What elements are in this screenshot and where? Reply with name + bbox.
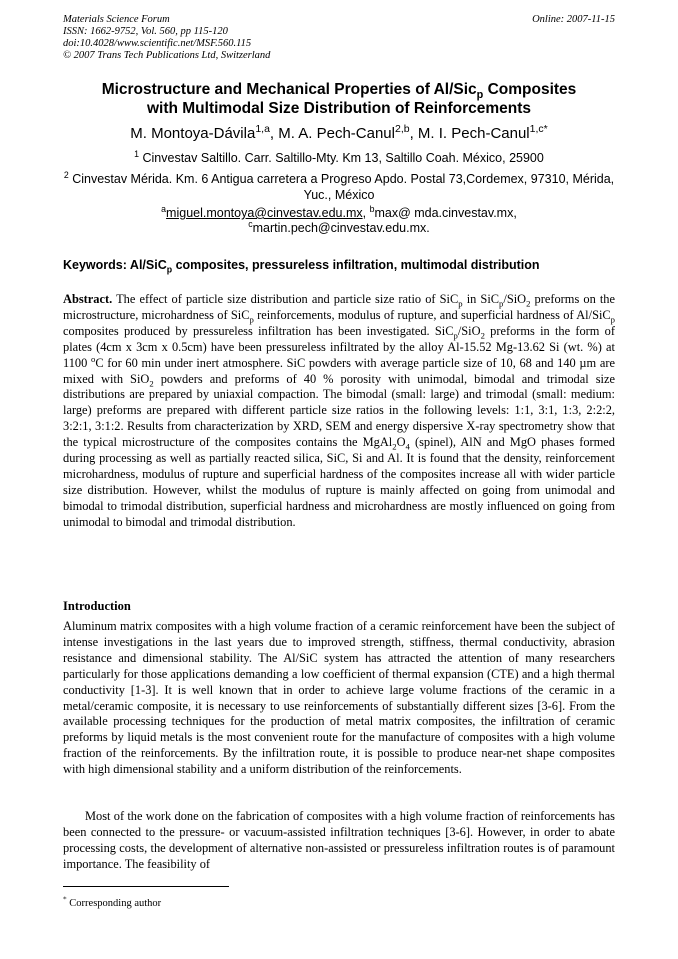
email-a-link[interactable]: miguel.montoya@cinvestav.edu.mx — [166, 206, 363, 220]
title-line1-b: Composites — [483, 81, 577, 98]
abstract-sub-10: 4 — [405, 441, 410, 452]
footnote — [63, 894, 162, 909]
abstract-sub-7: 2 — [480, 330, 485, 341]
keywords-label: Keywords: — [63, 258, 130, 272]
email-c: martin.pech@cinvestav.edu.mx. — [252, 221, 430, 235]
abstract-text-5: reinforcements, modulus of rupture, and superficial hardness of Al/SiC — [253, 307, 611, 322]
author-list — [60, 125, 618, 143]
abstract-text-12: (spinel), AlN and MgO phases formed during processing as well as partially reacted silica, SiC, Si and Al. It is found that the density, reinforcement microhardness, modulus of rupture and superficial hardness of the composites increase all with wider particle size distribution. However, whilst the modulus of rupture is mainly affected on going from unimodal and bimodal to trimodal distribution, superficial hardness and microhardness are mostly influenced on going from unimodal to bimodal and trimodal distribution. — [63, 435, 615, 529]
keyword-1-sub: p — [166, 264, 173, 275]
affiliation-2 — [60, 171, 618, 203]
email-b-sup: b — [369, 203, 375, 214]
abstract-label: Abstract. — [63, 292, 113, 306]
footnote-mark: * — [63, 894, 67, 904]
email-list — [60, 203, 618, 236]
abstract-text-11: O — [396, 435, 406, 450]
author-3-sup: 1,c* — [529, 123, 548, 135]
abstract-text-4: preforms on the microstructure, microhardness of SiC — [63, 292, 616, 322]
email-c-sup: c — [248, 218, 253, 229]
copyright-line: © 2007 Trans Tech Publications Ltd, Switzerland — [63, 50, 271, 61]
email-a-sup: a — [161, 203, 167, 214]
email-b: max@ mda.cinvestav.mx, — [374, 206, 517, 220]
abstract-text-1: The effect of particle size distribution and particle size ratio of SiC — [112, 292, 459, 306]
abstract-text-2: in SiC — [462, 292, 500, 306]
doi-line: doi:10.4028/www.scientific.net/MSF.560.115 — [63, 38, 252, 49]
keyword-1: Al/SiC — [129, 258, 167, 272]
keywords — [63, 257, 615, 273]
affiliation-2-sup: 2 — [63, 169, 69, 180]
abstract-degree: o — [91, 353, 96, 364]
paper-title — [60, 80, 618, 118]
introduction-heading: Introduction — [63, 599, 131, 613]
journal-header — [63, 14, 615, 62]
abstract-text-9: C for 60 min under inert atmosphere. SiC powders with average particle size of 10, 68 and 140 µm are mixed with SiO — [63, 355, 615, 386]
footnote-text: Corresponding author — [66, 898, 162, 909]
affiliation-1 — [60, 150, 618, 166]
introduction-paragraph-1: Aluminum matrix composites with a high volume fraction of a ceramic reinforcement have been the subject of intense investigations in the last years due to improved strength, stiffness, thermal conductivity, abrasion resistance and dimensional stability. The Al/SiC system has attracted the attention of many researchers particularly for those applications demanding a low coefficient of thermal expansion (CTE) and a high thermal conductivity [1-3]. It is well known that in order to achieve large volume fractions of the ceramic in a metal/ceramic composite, it is necessary to use reinforcements of substantially different sizes [3-6]. From the available processing techniques for the production of metal matrix composites, the infiltration of ceramic preforms by liquid metals is the most convenient route for the manufacture of composites with a high volume fraction of the reinforcements. By the infiltration route, it is possible to produce near-net shape composites with high dimensional stability and a uniform distribution of the reinforcements. — [63, 619, 615, 777]
abstract — [63, 292, 615, 531]
footnote-rule — [63, 886, 229, 887]
abstract-text-8: preforms in the form of plates (4cm x 3cm x 0.5cm) have been pressureless infiltrated by the alloy Al-15.52 Mg-13.62 Si (wt. %) at 1100 — [63, 323, 615, 370]
abstract-text-7: /SiO — [457, 323, 481, 338]
author-2-sup: 2,b — [394, 123, 410, 135]
abstract-sub-4: p — [249, 314, 254, 325]
abstract-sub-5: p — [610, 314, 615, 325]
email-sep: , — [362, 206, 370, 220]
author-2: , M. A. Pech-Canul — [269, 125, 395, 142]
abstract-text-3: /SiO — [503, 292, 527, 306]
title-line2: with Multimodal Size Distribution of Reinforcements — [146, 100, 532, 117]
abstract-text-10: powders and preforms of 40 % porosity with unimodal, bimodal and trimodal size distributions are prepared by uniaxial compaction. The bimodal (small: large) and trimodal (small: medium: large) preforms are prepared with different particle size ratios in the following levels: 1:1, 3:1, 1:3, 2:2:2, 3:2:1, 3:1:2. Results from characterization by XRD, SEM and energy dispersive X-ray spectrometry show that the typical microstructure of the composites contains the MgAl — [63, 371, 615, 450]
abstract-sub-1: p — [458, 298, 463, 309]
keywords-rest: composites, pressureless infiltration, multimodal distribution — [172, 258, 540, 272]
journal-name: Materials Science Forum — [63, 14, 170, 25]
introduction-paragraph-2 — [63, 809, 615, 873]
abstract-text-6: composites produced by pressureless infiltration has been investigated. SiC — [63, 323, 454, 338]
introduction-paragraph-2-text: Most of the work done on the fabrication of composites with a high volume fraction of reinforcements has been connected to the pressure- or vacuum-assisted infiltration techniques [3-6]. However, in order to abate processing costs, the development of alternative non-assisted or pressureless infiltration routes is of paramount importance. The feasibility of — [63, 809, 615, 871]
author-3: , M. I. Pech-Canul — [409, 125, 530, 142]
affiliation-1-text: Cinvestav Saltillo. Carr. Saltillo-Mty. Km 13, Saltillo Coah. México, 25900 — [139, 151, 544, 165]
title-line1-a: Microstructure and Mechanical Properties of Al/Sic — [101, 81, 477, 98]
affiliation-1-sup: 1 — [134, 148, 140, 159]
abstract-sub-3: 2 — [526, 298, 531, 309]
abstract-sub-9: 2 — [392, 441, 397, 452]
affiliation-2-text: Cinvestav Mérida. Km. 6 Antigua carretera a Progreso Apdo. Postal 73,Cordemex, 97310, Mérida, Yuc., México — [68, 172, 615, 202]
issn-line: ISSN: 1662-9752, Vol. 560, pp 115-120 — [63, 26, 228, 37]
online-date: Online: 2007-11-15 — [532, 14, 615, 25]
author-1-sup: 1,a — [255, 123, 270, 135]
abstract-sub-6: p — [453, 330, 458, 341]
abstract-sub-8: 2 — [149, 378, 154, 388]
title-sub: p — [476, 89, 484, 102]
author-1: M. Montoya-Dávila — [130, 125, 256, 142]
abstract-sub-2: p — [499, 298, 504, 309]
